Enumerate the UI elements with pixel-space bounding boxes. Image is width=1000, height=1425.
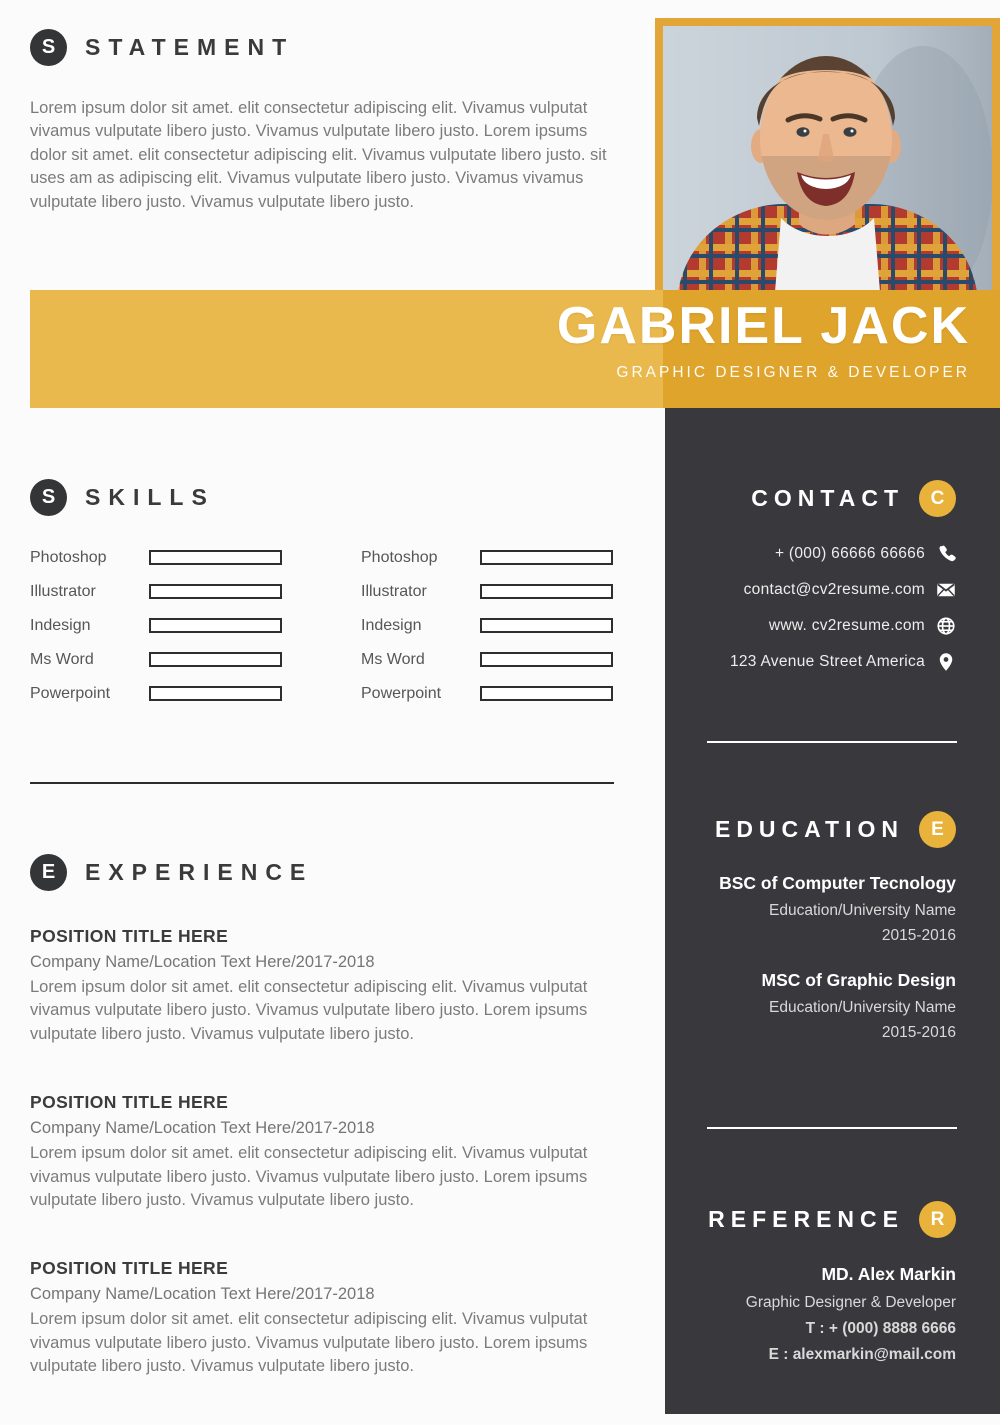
- statement-body: Lorem ipsum dolor sit amet. elit consectetur adipiscing elit. Vivamus vulputat vivamus vulputate libero justo. Vivamus vulputate libero justo. Lorem ipsums dolor sit amet. elit consectetur adipiscing elit. Vivamus vulputate libero justo. sit uses am as adipiscing elit. Vivamus vulputate libero justo. Vivamus vivamus vulputate libero justo. Vivamus vulputate libero justo.: [30, 99, 607, 211]
- education-badge-icon: E: [919, 811, 956, 848]
- contact-website: www. cv2resume.com: [768, 617, 925, 634]
- experience-title: POSITION TITLE HERE: [30, 1258, 229, 1279]
- skill-row: [30, 550, 282, 565]
- experience-heading-label: EXPERIENCE: [85, 859, 314, 885]
- envelope-icon: [936, 580, 956, 600]
- experience-company: Company Name/Location Text Here/2017-2018: [30, 953, 375, 971]
- education-heading-label: EDUCATION: [714, 816, 904, 842]
- skills-heading-label: SKILLS: [85, 484, 215, 510]
- skills-badge-icon: S: [30, 479, 67, 516]
- statement-badge-icon: S: [30, 29, 67, 66]
- skill-row: [361, 550, 613, 565]
- skill-label: Photoshop: [30, 548, 107, 566]
- reference-phone: T : + (000) 8888 6666: [805, 1320, 956, 1337]
- skill-bar: [480, 686, 613, 701]
- education-entry: [665, 873, 956, 945]
- skill-label: Ms Word: [30, 650, 94, 668]
- contact-address: 123 Avenue Street America: [729, 653, 925, 670]
- reference-heading: [665, 1201, 1000, 1238]
- contact-email: contact@cv2resume.com: [743, 581, 925, 598]
- education-section: [665, 811, 1000, 1067]
- experience-badge-icon: E: [30, 854, 67, 891]
- skill-bar: [149, 584, 282, 599]
- sidebar: [665, 408, 1000, 1414]
- skills-section: [30, 479, 615, 720]
- skill-label: Illustrator: [30, 582, 96, 600]
- experience-section: [30, 854, 622, 1425]
- skill-label: Indesign: [30, 616, 91, 634]
- skill-row: [30, 584, 282, 599]
- skill-label: Illustrator: [361, 582, 427, 600]
- education-years: 2015-2016: [881, 927, 956, 944]
- phone-icon: [936, 544, 956, 564]
- experience-company: Company Name/Location Text Here/2017-2018: [30, 1119, 375, 1138]
- skill-row: [361, 652, 613, 667]
- experience-company: Company Name/Location Text Here/2017-2018: [30, 1285, 375, 1304]
- skills-column-right: [361, 550, 613, 720]
- skill-label: Powerpoint: [361, 684, 442, 702]
- education-degree: BSC of Computer Tecnology: [719, 873, 956, 893]
- skill-bar: [480, 550, 613, 565]
- contact-heading: [665, 480, 1000, 517]
- experience-title: POSITION TITLE HERE: [30, 926, 229, 946]
- contact-heading-label: CONTACT: [751, 485, 904, 511]
- reference-name: MD. Alex Markin: [821, 1264, 956, 1284]
- skill-label: Indesign: [361, 616, 422, 634]
- sidebar-divider: [707, 1127, 957, 1129]
- reference-email[interactable]: E : alexmarkin@mail.com: [768, 1346, 956, 1363]
- skills-column-left: [30, 550, 282, 720]
- skill-label: Powerpoint: [30, 684, 111, 702]
- contact-phone: + (000) 66666 66666: [774, 545, 925, 562]
- contact-phone-row: [665, 544, 1000, 564]
- contact-badge-icon: C: [919, 480, 956, 517]
- skill-bar: [480, 652, 613, 667]
- profile-photo-illustration: [663, 26, 992, 292]
- profile-photo: [655, 18, 1000, 292]
- reference-section: [665, 1201, 1000, 1364]
- skill-row: [30, 686, 282, 701]
- education-entry: [665, 970, 956, 1042]
- globe-icon: [936, 616, 956, 636]
- experience-entry: [30, 1092, 622, 1212]
- education-years: 2015-2016: [881, 1024, 956, 1041]
- skill-label: Photoshop: [361, 548, 438, 566]
- education-degree: MSC of Graphic Design: [761, 970, 956, 990]
- experience-title: POSITION TITLE HERE: [30, 1092, 229, 1113]
- education-heading: [665, 811, 1000, 848]
- contact-address-row: [665, 652, 1000, 672]
- statement-heading-label: STATEMENT: [85, 34, 295, 60]
- skill-label: Ms Word: [361, 650, 425, 668]
- skill-row: [361, 618, 613, 633]
- location-pin-icon: [936, 652, 956, 672]
- education-school: Education/University Name: [769, 902, 956, 919]
- skill-bar: [480, 618, 613, 633]
- experience-entry: [30, 1258, 622, 1378]
- skill-bar: [149, 686, 282, 701]
- skill-row: [30, 618, 282, 633]
- statement-heading: [30, 29, 622, 66]
- experience-description: Lorem ipsum dolor sit amet. elit consectetur adipiscing elit. Vivamus vulputat vivamus vulputate libero justo. Vivamus vulputate libero justo. Lorem ipsums vulputate libero justo. Vivamus vulputate libero justo.: [30, 1144, 588, 1210]
- person-title: GRAPHIC DESIGNER & DEVELOPER: [616, 364, 970, 381]
- skill-bar: [149, 550, 282, 565]
- skill-bar: [149, 652, 282, 667]
- skill-row: [361, 686, 613, 701]
- skill-row: [30, 652, 282, 667]
- contact-website-row[interactable]: [665, 616, 1000, 636]
- person-name: GABRIEL JACK: [556, 297, 970, 355]
- experience-description: Lorem ipsum dolor sit amet. elit consectetur adipiscing elit. Vivamus vulputat vivamus vulputate libero justo. Vivamus vulputate libero justo. Lorem ipsums vulputate libero justo. Vivamus vulputate libero justo.: [30, 1310, 588, 1376]
- skills-heading: [30, 479, 615, 516]
- skills-experience-divider: [30, 782, 614, 784]
- experience-heading: [30, 854, 622, 891]
- skill-row: [361, 584, 613, 599]
- contact-section: [665, 480, 1000, 688]
- statement-section: [30, 29, 622, 214]
- skill-bar: [480, 584, 613, 599]
- reference-badge-icon: R: [919, 1201, 956, 1238]
- experience-entry: [30, 926, 622, 1046]
- name-banner: [30, 290, 1000, 408]
- experience-description: Lorem ipsum dolor sit amet. elit consectetur adipiscing elit. Vivamus vulputat vivamus vulputate libero justo. Vivamus vulputate libero justo. Lorem ipsums vulputate libero justo. Vivamus vulputate libero justo.: [30, 978, 588, 1043]
- reference-role: Graphic Designer & Developer: [745, 1294, 956, 1311]
- skill-bar: [149, 618, 282, 633]
- contact-email-row[interactable]: [665, 580, 1000, 600]
- reference-heading-label: REFERENCE: [708, 1206, 904, 1232]
- sidebar-divider: [707, 741, 957, 743]
- education-school: Education/University Name: [769, 999, 956, 1016]
